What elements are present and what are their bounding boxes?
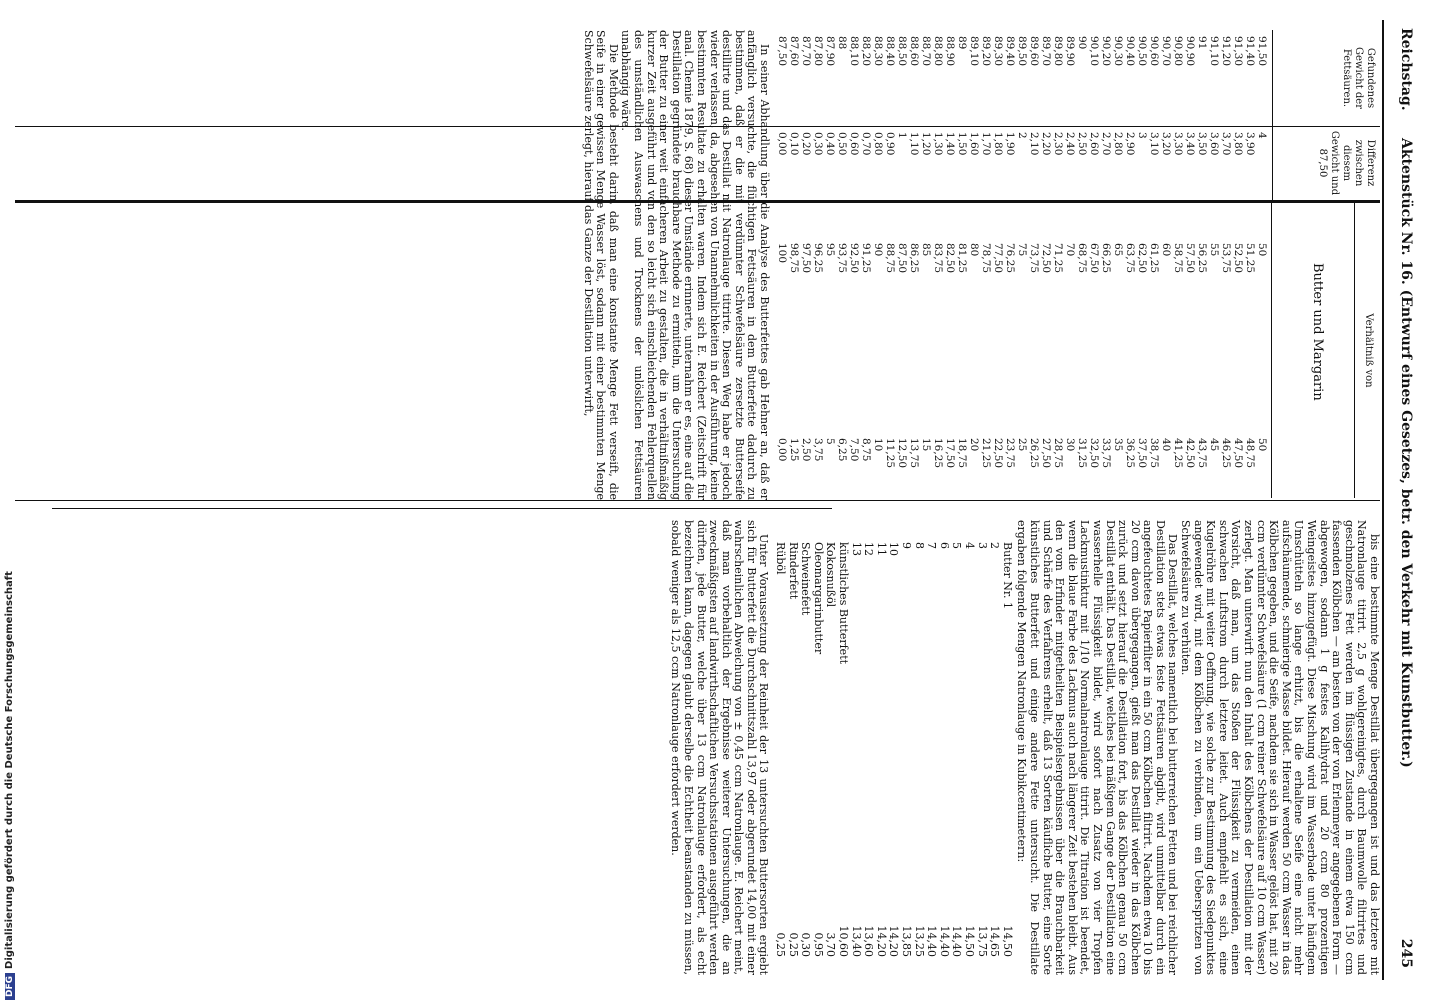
table-cell: 2,50 <box>800 438 812 462</box>
table-row <box>992 203 1004 498</box>
list-item-label: 12 <box>862 542 876 556</box>
table-cell: 26,25 <box>1028 438 1040 469</box>
column-header: Gefundenes Gewicht der Fettsäuren. <box>1272 30 1380 126</box>
table-cell: 2,90 <box>1124 132 1136 156</box>
list-item-label: 2 <box>988 542 1002 549</box>
list-item-label: Rüböl <box>774 542 788 575</box>
list-item-value: 0,95 <box>811 932 825 957</box>
table-cell: 87,50 <box>776 36 788 67</box>
table-cell: 3,75 <box>812 438 824 462</box>
table-row <box>1196 203 1208 498</box>
table-cell: 0,00 <box>776 438 788 462</box>
table-cell: 50 <box>1256 438 1268 452</box>
table-cell: 42,50 <box>1184 438 1196 469</box>
list-item-label: 9 <box>900 542 914 549</box>
list-item <box>836 520 849 975</box>
table-cell: 83,75 <box>932 243 944 274</box>
table-cell: 48,75 <box>1244 438 1256 469</box>
table-cell: 76,25 <box>1004 243 1016 274</box>
table-cell: 52,50 <box>1232 243 1244 274</box>
list-item <box>862 520 875 975</box>
table-cell: 13,75 <box>908 438 920 469</box>
table-row <box>1160 203 1172 498</box>
table-cell: 58,75 <box>1172 243 1184 274</box>
table-cell: 1,80 <box>992 132 1004 156</box>
table-cell: 91,30 <box>1232 36 1244 67</box>
list-item <box>975 520 988 975</box>
dfg-logo: DFG <box>5 973 15 1000</box>
header-title: Aktenstück Nr. 16. (Entwurf eines Gesetzes, betr. den Verkehr mit Kunstbutter.) <box>1398 138 1414 768</box>
table-cell: 55 <box>1208 243 1220 257</box>
column-values <box>776 36 1268 66</box>
table-row <box>1100 203 1112 498</box>
subheader-label: Butter und Margarin <box>1310 263 1325 401</box>
table-cell: 3,60 <box>1208 132 1220 156</box>
table-cell: 86,25 <box>908 243 920 274</box>
table-cell: 73,75 <box>1028 243 1040 274</box>
list-item-label: 10 <box>887 542 901 556</box>
table-cell: 46,25 <box>1220 438 1232 469</box>
table-cell: 90,10 <box>1088 36 1100 67</box>
table-cell: 88,50 <box>896 36 908 67</box>
table-cell: 88,75 <box>884 243 896 274</box>
table-cell: 1,25 <box>788 438 800 462</box>
table-cell: 71,25 <box>1052 243 1064 274</box>
table-cell: 87,70 <box>800 36 812 67</box>
table-cell: 31,25 <box>1076 438 1088 469</box>
table-cell: 22,50 <box>992 438 1004 469</box>
table-cell: 90,20 <box>1100 36 1112 67</box>
table-cell: 45 <box>1208 438 1220 452</box>
list-item-label: künstliches Butterfett <box>837 542 851 665</box>
table-cell: 17,50 <box>944 438 956 469</box>
list-item-value: 14,65 <box>988 925 1002 957</box>
table-cell: 89 <box>956 36 968 50</box>
table-cell: 72,50 <box>1040 243 1052 274</box>
table-cell: 89,90 <box>1064 36 1076 67</box>
table-row <box>1052 203 1064 498</box>
table-row <box>1076 203 1088 498</box>
digitization-credit <box>4 571 15 1000</box>
table-cell: 5 <box>824 438 836 445</box>
list-item-value: 3,70 <box>824 932 838 957</box>
table-cell: 2,70 <box>1100 132 1112 156</box>
list-item <box>874 520 887 975</box>
credit-text: Digitalisierung gefördert durch die Deutsche Forschungsgemeinschaft <box>4 571 15 969</box>
table-cell: 3,10 <box>1148 132 1160 156</box>
table-cell: 18,75 <box>956 438 968 469</box>
table-cell: 57,50 <box>1184 243 1196 274</box>
table-cell: 61,25 <box>1148 243 1160 274</box>
table-row <box>848 203 860 498</box>
table-cell: 88,20 <box>860 36 872 67</box>
table-cell: 3,40 <box>1184 132 1196 156</box>
list-item-label: 7 <box>925 542 939 549</box>
table-cell: 3,90 <box>1244 132 1256 156</box>
list-item-label: Schweinefett <box>799 542 813 616</box>
table-cell: 65 <box>1112 243 1124 257</box>
table-cell: 87,90 <box>824 36 836 67</box>
text-column-left <box>581 30 770 500</box>
table-cell: 3,70 <box>1220 132 1232 156</box>
table-row <box>956 203 968 498</box>
table-row <box>932 203 944 498</box>
table-cell: 51,25 <box>1244 243 1256 274</box>
column-rule <box>52 508 832 509</box>
table-cell: 90,90 <box>1184 36 1196 67</box>
table-cell: 20 <box>968 438 980 452</box>
table-cell: 90,60 <box>1148 36 1160 67</box>
table-row <box>944 203 956 498</box>
table-cell: 90 <box>1076 36 1088 50</box>
table-cell: 0,40 <box>824 132 836 156</box>
table-cell: 0,20 <box>800 132 812 156</box>
table-row <box>824 203 836 498</box>
table-cell: 96,25 <box>812 243 824 274</box>
list-item <box>899 520 912 975</box>
table-row <box>1232 203 1244 498</box>
list-item-value: 14,50 <box>1000 925 1014 957</box>
table-cell: 15 <box>920 438 932 452</box>
list-item-value: 14,40 <box>925 925 939 957</box>
paragraph: In seiner Abhandlung über die Analyse des Butterfettes gab Hehner an, daß er anfänglich versuchte, die flüchtigen Fettsäuren in dem Butterfette dadurch zu bestimmen, daß er die mit verdünnter Schwefelsäure zersetzte Butterseife destillirte und das Destillat mit Natronlauge titrirte. Diesen Weg habe er jedoch wieder verlassen, da, abgesehen von Unannehmlichkeiten in der Ausführung, keine bestimmten Resultate zu erhalten waren. Indem sich E. Reichert (Zeitschrift für anal. Chemie 1879, S. 68) dieser Umstände erinnerte, unternahm er es, eine auf die Destillation gegründete brauchbare Methode zu ermitteln, um die Untersuchung der Butter zu einer weit einfacheren Arbeit zu gestalten, die in verhältnißmäßig kurzer Zeit ausgeführt und von den so leicht sich einschleichenden Fehlerquellen des umständlichen Auswaschens und Trocknens der unlöslichen Fettsäuren unabhängig wäre. <box>619 30 771 500</box>
table-cell: 89,60 <box>1028 36 1040 67</box>
table-cell: 89,30 <box>992 36 1004 67</box>
table-row <box>1148 203 1160 498</box>
table-cell: 90,30 <box>1112 36 1124 67</box>
table-cell: 1,70 <box>980 132 992 156</box>
table-row <box>1124 203 1136 498</box>
list-item-label: Butter Nr. 1 <box>1000 542 1014 609</box>
table-cell: 92,50 <box>848 243 860 274</box>
table-cell: 1,20 <box>920 132 932 156</box>
list-item <box>887 520 900 975</box>
table-row <box>1016 203 1028 498</box>
table-cell: 87,60 <box>788 36 800 67</box>
list-item <box>811 520 824 975</box>
table-cell: 85 <box>920 243 932 257</box>
table-cell: 0,60 <box>848 132 860 156</box>
table-cell: 23,75 <box>1004 438 1016 469</box>
table-row <box>884 203 896 498</box>
table-cell: 100 <box>776 243 788 264</box>
table-cell: 0,80 <box>872 132 884 156</box>
table-cell: 63,75 <box>1124 243 1136 274</box>
table-row <box>1004 203 1016 498</box>
table-cell: 3,80 <box>1232 132 1244 156</box>
table-cell: 91,25 <box>860 243 872 274</box>
table-cell: 3,50 <box>1196 132 1208 156</box>
table-cell: 0,70 <box>860 132 872 156</box>
table-row <box>872 203 884 498</box>
table-cell: 97,50 <box>800 243 812 274</box>
paragraph: Die Methode besteht darin, daß man eine konstante Menge Fett verseift, die Seife in einer gewissen Menge Wasser löst, sodann mit einer bestimmten Menge Schwefelsäure zerlegt, hierauf das Ganze der Destillation unterwirft, <box>581 30 620 500</box>
list-item-label: Kokosnußöl <box>824 542 838 608</box>
list-item <box>799 520 812 975</box>
table-cell: 3 <box>1136 132 1148 139</box>
table-row <box>1220 203 1232 498</box>
list-item-value: 0,30 <box>799 932 813 957</box>
table-cell: 47,50 <box>1232 438 1244 469</box>
paragraph: Unter Voraussetzung der Reinheit der 13 untersuchten Buttersorten ergiebt sich für Butterfett die Durchschnittszahl 13,97 oder abgerundet 14,00 mit einer wahrscheinlichen Abweichung von ± 0,45 ccm Natronlauge. E. Reichert meint, daß man vorbehaltlich der Ergebnisse weiterer Untersuchungen, die an zweckmäßigsten auf landwirthschaftlichen Versuchsstationen ausgeführt werden dürften, jede Butter, welche über 13 ccm Natronlauge erfordert, als echt bezeichnen kann, dagegen glaubt derselbe die Echtheit beanstanden zu müssen, sobald weniger als 12,5 ccm Natronlauge erfordert werden. <box>669 520 771 975</box>
table-cell: 89,20 <box>980 36 992 67</box>
list-item-label: 3 <box>975 542 989 549</box>
table-row <box>836 203 848 498</box>
table-cell: 37,50 <box>1136 438 1148 469</box>
list-item-label: 5 <box>950 542 964 549</box>
table-cell: 67,50 <box>1088 243 1100 274</box>
table-cell: 2,80 <box>1112 132 1124 156</box>
list-item-value: 14,20 <box>874 925 888 957</box>
table-cell: 35 <box>1112 438 1124 452</box>
list-item <box>786 520 799 975</box>
table-cell: 38,75 <box>1148 438 1160 469</box>
table-cell: 1,60 <box>968 132 980 156</box>
list-item-value: 0,25 <box>774 932 788 957</box>
table-row <box>1112 203 1124 498</box>
column-values <box>776 132 1268 155</box>
table-row <box>896 203 908 498</box>
table-cell: 40 <box>1160 438 1172 452</box>
list-item-value: 13,85 <box>900 925 914 957</box>
table-cell: 90,40 <box>1124 36 1136 67</box>
table-cell: 3,20 <box>1160 132 1172 156</box>
table-cell: 88,30 <box>872 36 884 67</box>
table-cell: 2,30 <box>1052 132 1064 156</box>
table-row <box>1208 203 1220 498</box>
table-cell: 80 <box>968 243 980 257</box>
list-item <box>988 520 1001 975</box>
table-cell: 0,90 <box>884 132 896 156</box>
table-cell: 36,25 <box>1124 438 1136 469</box>
table-cell: 1,50 <box>956 132 968 156</box>
table-cell: 1,40 <box>944 132 956 156</box>
table-cell: 10 <box>872 438 884 452</box>
table-row <box>1244 203 1256 498</box>
table-cell: 41,25 <box>1172 438 1184 469</box>
list-item <box>950 520 963 975</box>
table-cell: 0,00 <box>776 132 788 156</box>
table-row <box>1028 203 1040 498</box>
table-cell: 1,10 <box>908 132 920 156</box>
table-cell: 91,20 <box>1220 36 1232 67</box>
table-cell: 90,50 <box>1136 36 1148 67</box>
text-column-right <box>669 520 1380 975</box>
table-cell: 95 <box>824 243 836 257</box>
table-row <box>908 203 920 498</box>
table-cell: 50 <box>1256 243 1268 257</box>
table-cell: 56,25 <box>1196 243 1208 274</box>
list-item <box>1000 520 1013 975</box>
paragraph: bis eine bestimmte Menge Destillat übergegangen ist und das letztere mit Natronlauge titrirt. 2,5 g wohlgereinigtes, durch Baumwolle filtrirtes und geschmolzenes Fett werden im flüssigen Zustande in einem etwa 150 ccm fassenden Kölbchen — am besten von der von Erlenmeyer angegebenen Form — abgewogen, sodann 1 g festes Kalihydrat und 20 ccm 80 prozentigen Weingeistes hinzugefügt. Diese Mischung wird im Wasserbade unter häufigem Umschütteln so lange erhitzt, bis die erhaltene Seife eine nicht mehr aufschäumende, schmierige Masse bildet. Hierauf werden 50 ccm Wasser in das Kölbchen gegeben, und die Seife, nachdem sie sich in Wasser gelöst hat, mit 20 ccm verdünnter Schwefelsäure (1 ccm reiner Schwefelsäure auf 10 ccm Wasser) zerlegt. Man unterwirft nun den Inhalt des Kölbchens der Destillation mit der Vorsicht, daß man, um das Stoßen der Flüssigkeit zu vermeiden, einen schwachen Luftstrom durch letztere leitet. Auch empfiehlt es sich, eine Kugelröhre mit weiter Oeffnung, wie solche zur Bestimmung des Siedepunktes angewendet wird, mit dem Kölbchen zu verbinden, um ein Ueberspritzen von Schwefelsäure zu verhüten. <box>1179 520 1381 975</box>
running-header <box>1392 28 1412 968</box>
table-cell: 11,25 <box>884 438 896 469</box>
table-cell: 93,75 <box>836 243 848 274</box>
table-cell: 91,40 <box>1244 36 1256 67</box>
table-cell: 16,25 <box>932 438 944 469</box>
list-item-label: 8 <box>912 542 926 549</box>
table-cell: 81,25 <box>956 243 968 274</box>
table-cell: 90,70 <box>1160 36 1172 67</box>
table-cell: 53,75 <box>1220 243 1232 274</box>
list-item-value: 13,40 <box>849 925 863 957</box>
table-cell: 30 <box>1064 438 1076 452</box>
table-row <box>1172 203 1184 498</box>
table-cell: 70 <box>1064 243 1076 257</box>
table-cell: 43,75 <box>1196 438 1208 469</box>
table-cell: 89,10 <box>968 36 980 67</box>
table-cell: 90 <box>872 243 884 257</box>
column-subheader <box>1271 203 1354 498</box>
table-cell: 2,50 <box>1076 132 1088 156</box>
table-row <box>1040 203 1052 498</box>
table-cell: 89,50 <box>1016 36 1028 67</box>
table-cell: 1,30 <box>932 132 944 156</box>
table-row <box>1256 203 1268 498</box>
table-cell: 6,25 <box>836 438 848 462</box>
table-cell: 27,50 <box>1040 438 1052 469</box>
table-cell: 0,10 <box>788 132 800 156</box>
table-row <box>1136 203 1148 498</box>
list-item-value: 13,25 <box>912 925 926 957</box>
table-cell: 2 <box>1016 132 1028 139</box>
table-cell: 91,10 <box>1208 36 1220 67</box>
table-cell: 12,50 <box>896 438 908 469</box>
table-cell: 88,90 <box>944 36 956 67</box>
column-header: Verhältniß von <box>1354 203 1380 498</box>
table-cell: 75 <box>1016 243 1028 257</box>
list-item-value: 13,75 <box>975 925 989 957</box>
table-cell: 1,90 <box>1004 132 1016 156</box>
table-cell: 60 <box>1160 243 1172 257</box>
table-cell: 25 <box>1016 438 1028 452</box>
table-cell: 28,75 <box>1052 438 1064 469</box>
table-cell: 8,75 <box>860 438 872 462</box>
list-item-value: 14,20 <box>887 925 901 957</box>
list-item <box>925 520 938 975</box>
table-cell: 89,80 <box>1052 36 1064 67</box>
measurement-list <box>774 520 1013 975</box>
column-values <box>776 203 1268 498</box>
list-item <box>912 520 925 975</box>
table-row <box>1184 203 1196 498</box>
table-cell: 62,50 <box>1136 243 1148 274</box>
table-cell: 66,25 <box>1100 243 1112 274</box>
list-item-value: 10,60 <box>837 925 851 957</box>
table-cell: 7,50 <box>848 438 860 462</box>
table-cell: 89,40 <box>1004 36 1016 67</box>
table-cell: 0,50 <box>836 132 848 156</box>
table-cell: 88,60 <box>908 36 920 67</box>
column-header: Differenz zwischen diesem Gewicht und 87,50 <box>1272 126 1380 200</box>
list-item <box>962 520 975 975</box>
list-item-value: 13,60 <box>862 925 876 957</box>
list-item-label: 11 <box>874 542 888 556</box>
table-cell: 88,40 <box>884 36 896 67</box>
table-row <box>920 203 932 498</box>
table-cell: 2,60 <box>1088 132 1100 156</box>
table-cell: 82,50 <box>944 243 956 274</box>
list-item-value: 14,50 <box>963 925 976 957</box>
list-item <box>937 520 950 975</box>
table-cell: 4 <box>1256 132 1268 139</box>
list-item-value: 14,40 <box>937 925 951 957</box>
table-cell: 91 <box>1196 36 1208 50</box>
table-row <box>1064 203 1076 498</box>
paragraph: Das Destillat, welches namentlich bei butterreichen Fetten und bei reichlicher Destillation stets etwas feste Fettsäuren abgibt, wird unmittelbar durch ein angefeuchtetes Papierfilter in ein 50 ccm Kölbchen filtrirt. Nachdem etwa 10 bis 20 ccm davon übergegangen, gießt man das Destillat wieder in das Kölbchen zurück und setzt hierauf die Destillation fort, bis das Kölbchen genau 50 ccm Destillat enthält. Das Destillat, welches bei mäßigem Gange der Destillation eine wasserhelle Flüssigkeit bildet, wird sofort nach Zusatz von vier Tropfen Lackmustinktur mit 1/10 Normalnatronlauge titrirt. Die Titration ist beendet, wenn die blaue Farbe des Lackmus auch nach längerer Zeit bestehen bleibt. Aus den vom Erfinder mitgetheilten Beispielsergebnissen über die Brauchbarkeit und Schärfe des Verfahrens erhellt, daß 13 Sorten käufliche Butter, eine Sorte künstliches Butterfett und einige andere Fette untersucht. Die Destillate ergaben folgende Mengen Natronlauge in Kubikcentimetern: <box>1015 520 1180 975</box>
table-cell: 88,10 <box>848 36 860 67</box>
table-row <box>968 203 980 498</box>
table-cell: 2,40 <box>1064 132 1076 156</box>
table-cell: 0,30 <box>812 132 824 156</box>
table-cell: 87,50 <box>896 243 908 274</box>
table-cell: 1 <box>896 132 908 139</box>
list-item-value: 14,40 <box>950 925 964 957</box>
table-cell: 89,70 <box>1040 36 1052 67</box>
table-cell: 78,75 <box>980 243 992 274</box>
table-cell: 21,25 <box>980 438 992 469</box>
table-row <box>788 203 800 498</box>
table-cell: 91,50 <box>1256 36 1268 67</box>
list-item-label: Oleomargarinbutter <box>811 542 825 655</box>
table-cell: 33,75 <box>1100 438 1112 469</box>
table-row <box>980 203 992 498</box>
list-item <box>774 520 787 975</box>
table-row <box>860 203 872 498</box>
table-cell: 2,20 <box>1040 132 1052 156</box>
table-row <box>812 203 824 498</box>
table-cell: 32,50 <box>1088 438 1100 469</box>
table-cell: 87,80 <box>812 36 824 67</box>
table-cell: 68,75 <box>1076 243 1088 274</box>
table-cell: 3,30 <box>1172 132 1184 156</box>
page-number: 245 <box>1398 938 1414 968</box>
table-cell: 88,80 <box>932 36 944 67</box>
table-cell: 90,80 <box>1172 36 1184 67</box>
header-left: Reichstag. <box>1398 28 1414 111</box>
list-item-label: Rinderfett <box>786 542 800 600</box>
list-item <box>849 520 862 975</box>
table-cell: 2,10 <box>1028 132 1040 156</box>
list-item-value: 0,25 <box>786 932 800 957</box>
table-cell: 88 <box>836 36 848 50</box>
table-row <box>800 203 812 498</box>
list-item <box>824 520 837 975</box>
list-item-label: 6 <box>937 542 951 549</box>
table-row <box>1088 203 1100 498</box>
list-item-label: 4 <box>963 542 976 549</box>
table-cell: 88,70 <box>920 36 932 67</box>
table-cell: 77,50 <box>992 243 1004 274</box>
list-item-label: 13 <box>849 542 863 556</box>
header-rule <box>1382 20 1384 980</box>
table-cell: 98,75 <box>788 243 800 274</box>
table-row <box>776 203 788 498</box>
